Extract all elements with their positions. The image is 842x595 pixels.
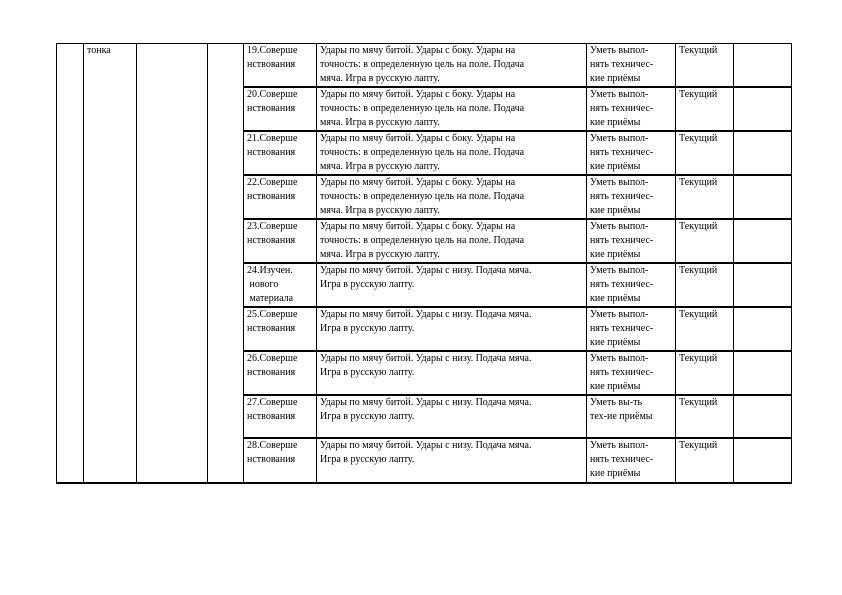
skill-requirement-cell (587, 307, 676, 351)
empty-date-cell (734, 87, 792, 131)
lesson-content-cell (317, 44, 587, 88)
skill-requirement-cell (587, 263, 676, 307)
skill-requirement-line: кие приёмы (590, 205, 641, 216)
lesson-content-cell (317, 87, 587, 131)
lesson-content-line: точность: в определенную цель на поле. Подача (320, 191, 525, 202)
lesson-content-line: Удары по мячу битой. Удары с боку. Удары на (320, 133, 516, 144)
control-type-cell (676, 219, 734, 263)
skill-requirement-cell (587, 87, 676, 131)
skill-requirement-line: Уметь выпол- (590, 265, 649, 276)
lesson-type-cell (244, 307, 317, 351)
lesson-type-line: 27.Соверше (247, 397, 298, 408)
lesson-type-cell (244, 351, 317, 395)
lesson-content-line: Игра в русскую лапту. (320, 454, 415, 465)
lesson-type-line: нствования (247, 411, 296, 422)
lesson-type-line: нствования (247, 147, 296, 158)
lesson-type-line: 21.Соверше (247, 133, 298, 144)
skill-requirement-line: кие приёмы (590, 117, 641, 128)
lesson-type-cell (244, 44, 317, 88)
empty-date-cell (734, 263, 792, 307)
control-type-label: Текущий (679, 133, 718, 144)
number-column-cell (57, 44, 84, 484)
lesson-type-line: нствования (247, 454, 296, 465)
skill-requirement-line: Уметь выпол- (590, 45, 649, 56)
lesson-type-line: 24.Изучен. (247, 265, 293, 276)
lesson-type-cell (244, 263, 317, 307)
skill-requirement-line: Уметь выпол- (590, 177, 649, 188)
control-type-cell (676, 131, 734, 175)
lesson-content-cell (317, 351, 587, 395)
lesson-content-line: Удары по мячу битой. Удары с низу. Подача мяча. (320, 440, 532, 451)
skill-requirement-cell (587, 44, 676, 88)
lesson-content-line: точность: в определенную цель на поле. Подача (320, 235, 525, 246)
skill-requirement-line: нять техничес- (590, 279, 654, 290)
control-type-label: Текущий (679, 353, 718, 364)
control-type-cell (676, 263, 734, 307)
lesson-content-line: Игра в русскую лапту. (320, 279, 415, 290)
control-type-cell (676, 438, 734, 483)
lesson-content-line: Игра в русскую лапту. (320, 367, 415, 378)
lesson-content-line: мяча. Игра в русскую лапту. (320, 161, 440, 172)
skill-requirement-line: кие приёмы (590, 249, 641, 260)
lesson-type-line: нствования (247, 323, 296, 334)
lesson-type-line: 26.Соверше (247, 353, 298, 364)
skill-requirement-cell (587, 175, 676, 219)
lesson-content-line: Удары по мячу битой. Удары с низу. Подача мяча. (320, 353, 532, 364)
section-label-cell (84, 44, 137, 484)
lesson-plan-table (56, 43, 792, 484)
skill-requirement-line: тех-ие приёмы (590, 411, 653, 422)
lesson-type-line: 20.Соверше (247, 89, 298, 100)
control-type-label: Текущий (679, 221, 718, 232)
control-type-label: Текущий (679, 440, 718, 451)
lesson-type-line: нствования (247, 367, 296, 378)
section-label: тонка (87, 45, 111, 56)
control-type-label: Текущий (679, 397, 718, 408)
skill-requirement-cell (587, 351, 676, 395)
skill-requirement-line: нять техничес- (590, 147, 654, 158)
lesson-type-cell (244, 87, 317, 131)
control-type-label: Текущий (679, 265, 718, 276)
lesson-content-line: Игра в русскую лапту. (320, 323, 415, 334)
skill-requirement-line: кие приёмы (590, 161, 641, 172)
skill-requirement-line: кие приёмы (590, 337, 641, 348)
lesson-content-line: мяча. Игра в русскую лапту. (320, 73, 440, 84)
lesson-content-line: Удары по мячу битой. Удары с низу. Подача мяча. (320, 265, 532, 276)
lesson-content-line: Удары по мячу битой. Удары с боку. Удары на (320, 177, 516, 188)
lesson-content-line: мяча. Игра в русскую лапту. (320, 205, 440, 216)
lesson-content-line: мяча. Игра в русскую лапту. (320, 249, 440, 260)
lesson-type-cell (244, 438, 317, 483)
lesson-content-cell (317, 263, 587, 307)
table-row (57, 44, 792, 88)
lesson-content-line: Удары по мячу битой. Удары с боку. Удары на (320, 45, 516, 56)
skill-requirement-line: кие приёмы (590, 468, 641, 479)
control-type-label: Текущий (679, 45, 718, 56)
control-type-label: Текущий (679, 177, 718, 188)
skill-requirement-line: Уметь выпол- (590, 353, 649, 364)
skill-requirement-line: Уметь выпол- (590, 309, 649, 320)
lesson-type-line: нствования (247, 235, 296, 246)
lesson-type-line: 25.Соверше (247, 309, 298, 320)
empty-date-cell (734, 438, 792, 483)
empty-date-cell (734, 44, 792, 88)
skill-requirement-line: Уметь выпол- (590, 89, 649, 100)
lesson-type-line: 22.Соверше (247, 177, 298, 188)
control-type-cell (676, 307, 734, 351)
skill-requirement-line: Уметь вы-ть (590, 397, 643, 408)
empty-date-cell (734, 219, 792, 263)
skill-requirement-cell (587, 219, 676, 263)
control-type-cell (676, 44, 734, 88)
lesson-content-cell (317, 219, 587, 263)
skill-requirement-line: кие приёмы (590, 293, 641, 304)
skill-requirement-line: Уметь выпол- (590, 221, 649, 232)
empty-date-cell (734, 131, 792, 175)
table-body (57, 44, 792, 484)
control-type-label: Текущий (679, 309, 718, 320)
lesson-type-line: 28.Соверше (247, 440, 298, 451)
skill-requirement-line: нять техничес- (590, 454, 654, 465)
lesson-type-line: нового (247, 279, 279, 290)
lesson-type-line: 23.Соверше (247, 221, 298, 232)
skill-requirement-line: нять техничес- (590, 191, 654, 202)
lesson-type-line: нствования (247, 59, 296, 70)
control-type-cell (676, 351, 734, 395)
lesson-content-line: Удары по мячу битой. Удары с низу. Подача мяча. (320, 397, 532, 408)
empty-date-cell (734, 307, 792, 351)
skill-requirement-line: Уметь выпол- (590, 133, 649, 144)
skill-requirement-cell (587, 395, 676, 438)
lesson-content-cell (317, 131, 587, 175)
empty-date-cell (734, 395, 792, 438)
lesson-content-cell (317, 438, 587, 483)
lesson-content-cell (317, 175, 587, 219)
skill-requirement-cell (587, 131, 676, 175)
lesson-content-line: Удары по мячу битой. Удары с низу. Подача мяча. (320, 309, 532, 320)
lesson-content-line: точность: в определенную цель на поле. Подача (320, 103, 525, 114)
empty-column-cell-4 (208, 44, 244, 484)
skill-requirement-line: Уметь выпол- (590, 440, 649, 451)
lesson-content-line: Удары по мячу битой. Удары с боку. Удары на (320, 221, 516, 232)
lesson-content-line: точность: в определенную цель на поле. Подача (320, 59, 525, 70)
control-type-cell (676, 87, 734, 131)
skill-requirement-cell (587, 438, 676, 483)
lesson-type-cell (244, 175, 317, 219)
lesson-content-cell (317, 395, 587, 438)
control-type-cell (676, 395, 734, 438)
skill-requirement-line: нять техничес- (590, 323, 654, 334)
lesson-type-line: нствования (247, 191, 296, 202)
control-type-label: Текущий (679, 89, 718, 100)
lesson-content-line: мяча. Игра в русскую лапту. (320, 117, 440, 128)
lesson-type-cell (244, 219, 317, 263)
lesson-content-line: Удары по мячу битой. Удары с боку. Удары на (320, 89, 516, 100)
lesson-content-cell (317, 307, 587, 351)
empty-column-cell-3 (137, 44, 208, 484)
lesson-type-line: 19.Соверше (247, 45, 298, 56)
control-type-cell (676, 175, 734, 219)
lesson-type-line: нствования (247, 103, 296, 114)
lesson-type-cell (244, 395, 317, 438)
lesson-type-cell (244, 131, 317, 175)
skill-requirement-line: нять техничес- (590, 103, 654, 114)
skill-requirement-line: нять техничес- (590, 367, 654, 378)
lesson-content-line: точность: в определенную цель на поле. Подача (320, 147, 525, 158)
skill-requirement-line: нять техничес- (590, 59, 654, 70)
empty-date-cell (734, 351, 792, 395)
empty-date-cell (734, 175, 792, 219)
lesson-content-line: Игра в русскую лапту. (320, 411, 415, 422)
skill-requirement-line: нять техничес- (590, 235, 654, 246)
skill-requirement-line: кие приёмы (590, 381, 641, 392)
lesson-type-line: материала (247, 293, 294, 304)
skill-requirement-line: кие приёмы (590, 73, 641, 84)
